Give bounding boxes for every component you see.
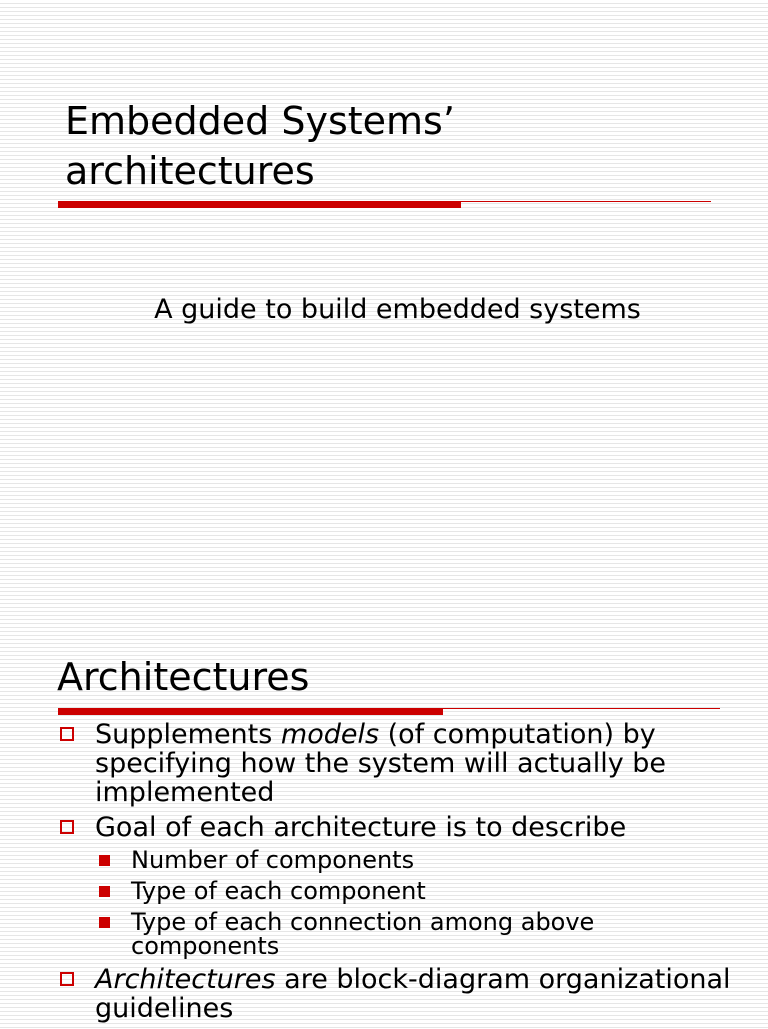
sub-bullet-item	[95, 910, 747, 958]
title-line-2: architectures	[65, 149, 315, 193]
filled-square-bullet-icon	[99, 917, 110, 928]
bullet-text-post: (of computation) by specifying how the system will actually be implemented	[95, 719, 667, 808]
bullet-emphasis: models	[280, 719, 380, 750]
slide-2-title: Architectures	[57, 655, 310, 699]
filled-square-bullet-icon	[99, 886, 110, 897]
slide-1-title	[65, 96, 705, 196]
title-underline-thick	[58, 708, 443, 715]
hollow-square-bullet-icon	[60, 972, 74, 986]
bullet-item	[57, 720, 747, 807]
slide-1-subtitle: A guide to build embedded systems	[154, 294, 641, 325]
filled-square-bullet-icon	[99, 855, 110, 866]
title-underline-thin	[443, 708, 720, 709]
bullet-emphasis: Architectures	[95, 964, 276, 995]
hollow-square-bullet-icon	[60, 820, 74, 834]
slide-2	[0, 632, 768, 1024]
bullet-text-pre: Supplements	[95, 719, 281, 750]
bullet-list	[57, 720, 747, 1029]
title-underline-thin	[461, 201, 711, 202]
bullet-item	[57, 813, 747, 958]
bullet-text-post: are block-diagram organizational guidelines	[95, 964, 731, 1024]
sub-bullet-text: Number of components	[131, 846, 415, 874]
sub-bullet-item	[95, 879, 747, 903]
bullet-item	[57, 965, 747, 1023]
title-underline-thick	[58, 201, 461, 208]
sub-bullet-text: Type of each component	[131, 877, 426, 905]
hollow-square-bullet-icon	[60, 727, 74, 741]
title-line-1: Embedded Systems’	[65, 99, 455, 143]
sub-bullet-item	[95, 848, 747, 872]
sub-bullet-list	[95, 848, 747, 958]
sub-bullet-text: Type of each connection among above components	[131, 908, 595, 960]
bullet-text: Goal of each architecture is to describe	[95, 812, 627, 843]
